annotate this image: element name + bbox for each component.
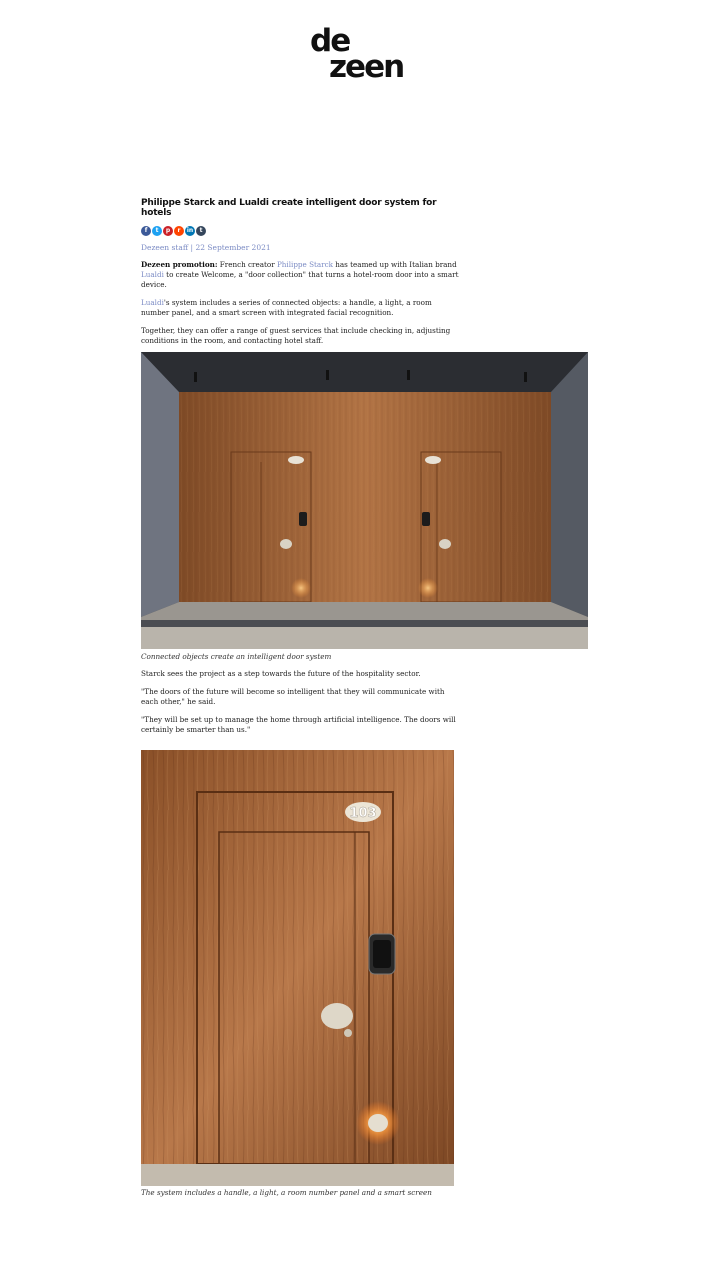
logo-line-1: de [310,23,350,59]
meta-separator: | [188,243,196,252]
paragraph-4: Starck sees the project as a step towards the future of the hospitality sector. [141,669,421,678]
caption-1: Connected objects create an intelligent door system [141,652,332,661]
corridor-image [141,352,588,649]
caption-2: The system includes a handle, a light, a room number panel and a smart screen [141,1188,432,1197]
reddit-icon[interactable]: r [174,226,184,236]
twitter-icon[interactable]: t [152,226,162,236]
facebook-icon[interactable]: f [141,226,151,236]
dezeen-logo[interactable] [310,23,410,85]
paragraph-1 [141,260,459,290]
article [141,198,461,346]
author-link[interactable]: Dezeen staff [141,243,189,252]
lualdi-link-2[interactable]: Lualdi [141,298,164,307]
room-number: 103 [349,806,377,821]
tumblr-icon[interactable]: t [196,226,206,236]
p1-text-1: French creator [217,260,277,269]
paragraph-3: Together, they can offer a range of guest services that include checking in, adjusting conditions in the room, and contacting hotel staff. [141,326,451,345]
article-title: Philippe Starck and Lualdi create intelligent door system for hotels [141,198,437,218]
content-block-3 [141,1188,481,1197]
content-block-2 [141,652,461,735]
share-bar [141,226,461,237]
linkedin-icon[interactable]: in [186,227,194,234]
paragraph-5: "The doors of the future will become so intelligent that they will communicate with each other," he said. [141,687,445,706]
paragraph-2 [141,298,459,318]
p1-text-3: to create Welcome, a "door collection" that turns a hotel-room door into a smart device. [141,270,459,289]
article-meta [141,243,461,252]
pinterest-icon[interactable]: p [163,226,173,236]
p2-text: 's system includes a series of connected objects: a handle, a light, a room number panel, and a smart screen with integrated facial recognition. [141,298,432,317]
lualdi-link[interactable]: Lualdi [141,270,164,279]
door-closeup-image [141,750,454,1186]
paragraph-6: "They will be set up to manage the home through artificial intelligence. The doors will certainly be smarter than us." [141,715,456,734]
logo-line-2: zeen [329,49,404,85]
date-link[interactable]: 22 September 2021 [195,243,271,252]
p1-text-2: has teamed up with Italian brand [332,260,457,269]
promo-lead: Dezeen promotion: [141,260,218,269]
starck-link[interactable]: Philippe Starck [276,260,333,269]
